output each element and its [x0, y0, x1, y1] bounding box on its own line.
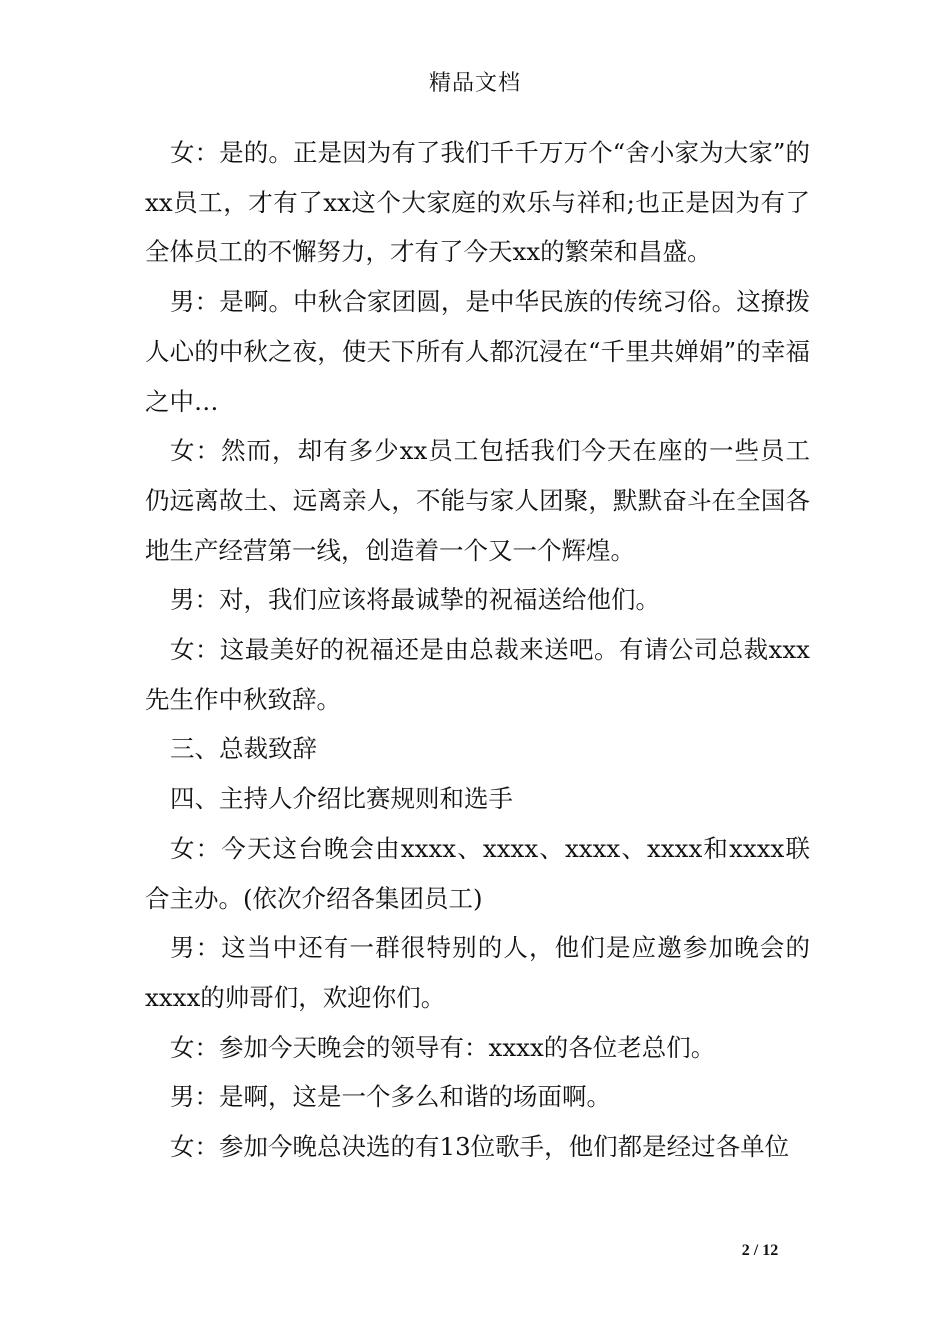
paragraph: 女：是的。正是因为有了我们千千万万个“舍小家为大家”的xx员工，才有了xx这个大家庭的欢乐与祥和;也正是因为有了全体员工的不懈努力，才有了今天xx的繁荣和昌盛。 — [145, 138, 810, 267]
document-body — [145, 128, 810, 1172]
paragraph: 女：参加今天晚会的领导有：xxxx的各位老总们。 — [170, 1032, 716, 1062]
paragraph: 女：这最美好的祝福还是由总裁来送吧。有请公司总裁xxx先生作中秋致辞。 — [145, 635, 810, 714]
paragraph: 男：对，我们应该将最诚挚的祝福送给他们。 — [170, 585, 660, 615]
paragraph: 男：是啊，这是一个多么和谐的场面啊。 — [170, 1082, 611, 1112]
page-header: 精品文档 — [428, 71, 521, 96]
page-number: 2 / 12 — [741, 1242, 779, 1259]
section-heading: 三、总裁致辞 — [170, 734, 317, 764]
paragraph: 男：这当中还有一群很特别的人，他们是应邀参加晚会的xxxx的帅哥们，欢迎你们。 — [145, 933, 810, 1012]
paragraph: 女：今天这台晚会由xxxx、xxxx、xxxx、xxxx和xxxx联合主办。(依次介绍各集团员工) — [145, 833, 810, 913]
paragraph: 女：参加今晚总决选的有13位歌手，他们都是经过各单位 — [170, 1132, 790, 1162]
paragraph: 男：是啊。中秋合家团圆，是中华民族的传统习俗。这撩拨人心的中秋之夜，使天下所有人都沉浸在“千里共婵娟”的幸福之中… — [145, 287, 810, 416]
paragraph: 女：然而，却有多少xx员工包括我们今天在座的一些员工仍远离故土、远离亲人，不能与家人团聚，默默奋斗在全国各地生产经营第一线，创造着一个又一个辉煌。 — [145, 436, 810, 565]
section-heading: 四、主持人介绍比赛规则和选手 — [170, 784, 513, 814]
